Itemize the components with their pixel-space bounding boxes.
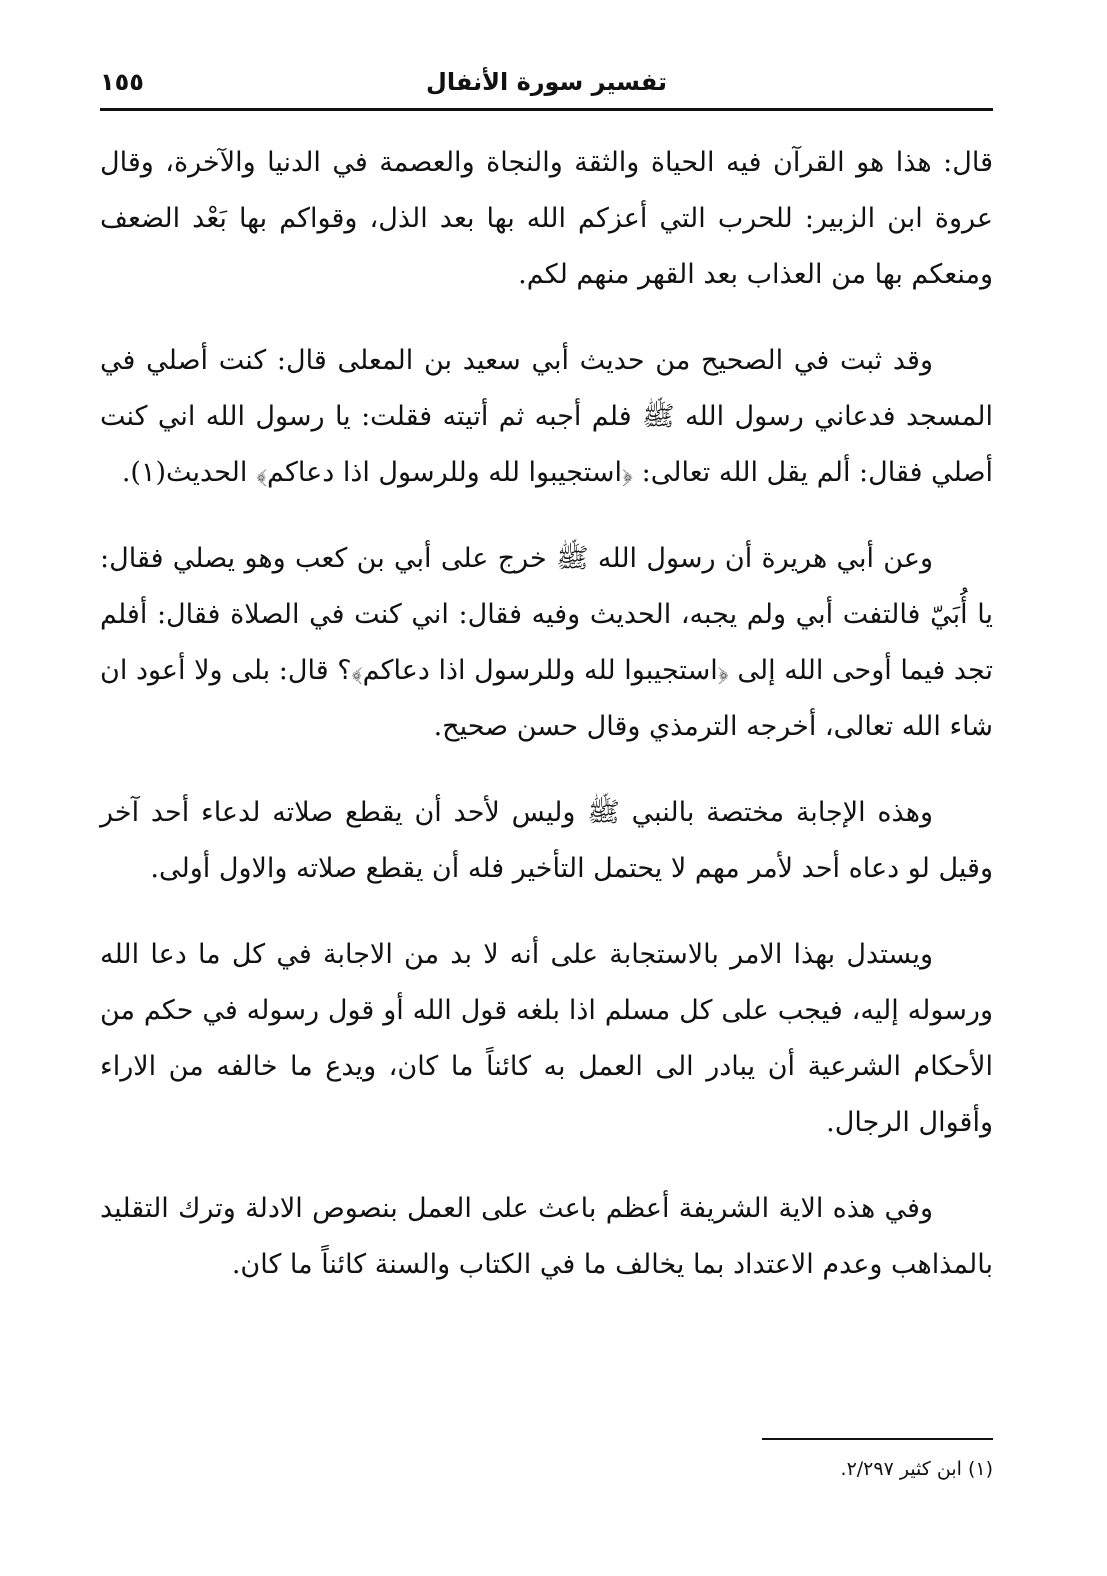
body-text [100, 135, 993, 1323]
footnote-rule [762, 1438, 993, 1440]
paragraph-3: وعن أبي هريرة أن رسول الله ﷺ خرج على أبي بن كعب وهو يصلي فقال: يا أُبَيّ فالتفت أبي ولم يجبه، الحديث وفيه فقال: اني كنت في الصلاة فقال: أفلم تجد فيما أوحى الله إلى ﴿استجيبوا لله وللرسول اذا دعاكم﴾؟ قال: بلى ولا أعود ان شاء الله تعالى، أخرجه الترمذي وقال حسن صحيح. [100, 543, 993, 742]
paragraph-5: ويستدل بهذا الامر بالاستجابة على أنه لا بد من الاجابة في كل ما دعا الله ورسوله إليه، فيجب على كل مسلم اذا بلغه قول الله أو قول رسوله في حكم من الأحكام الشرعية أن يبادر الى العمل به كائناً ما كان، ويدع ما خالفه من الاراء وأقوال الرجال. [100, 939, 993, 1138]
footnote: (١) ابن كثير ٢/٢٩٧. [840, 1458, 993, 1480]
paragraph-1: قال: هذا هو القرآن فيه الحياة والثقة والنجاة والعصمة في الدنيا والآخرة، وقال عروة ابن الزبير: للحرب التي أعزكم الله بها بعد الذل، وقواكم بها بَعْد الضعف ومنعكم بها من العذاب بعد القهر منهم لكم. [100, 147, 993, 290]
page-number: ١٥٥ [100, 68, 144, 96]
paragraph-4: وهذه الإجابة مختصة بالنبي ﷺ وليس لأحد أن يقطع صلاته لدعاء أحد آخر وقيل لو دعاه أحد لأمر مهم لا يحتمل التأخير فله أن يقطع صلاته والاول أولى. [100, 797, 993, 884]
header-title: تفسير سورة الأنفال [426, 68, 667, 96]
paragraph-6: وفي هذه الاية الشريفة أعظم باعث على العمل بنصوص الادلة وترك التقليد بالمذاهب وعدم الاعتداد بما يخالف ما في الكتاب والسنة كائناً ما كان. [100, 1193, 993, 1280]
page-header [100, 60, 993, 108]
paragraph-2: وقد ثبت في الصحيح من حديث أبي سعيد بن المعلى قال: كنت أصلي في المسجد فدعاني رسول الله ﷺ فلم أجبه ثم أتيته فقلت: يا رسول الله اني كنت أصلي فقال: ألم يقل الله تعالى: ﴿استجيبوا لله وللرسول اذا دعاكم﴾ الحديث(١). [100, 345, 993, 488]
header-rule [100, 108, 993, 111]
